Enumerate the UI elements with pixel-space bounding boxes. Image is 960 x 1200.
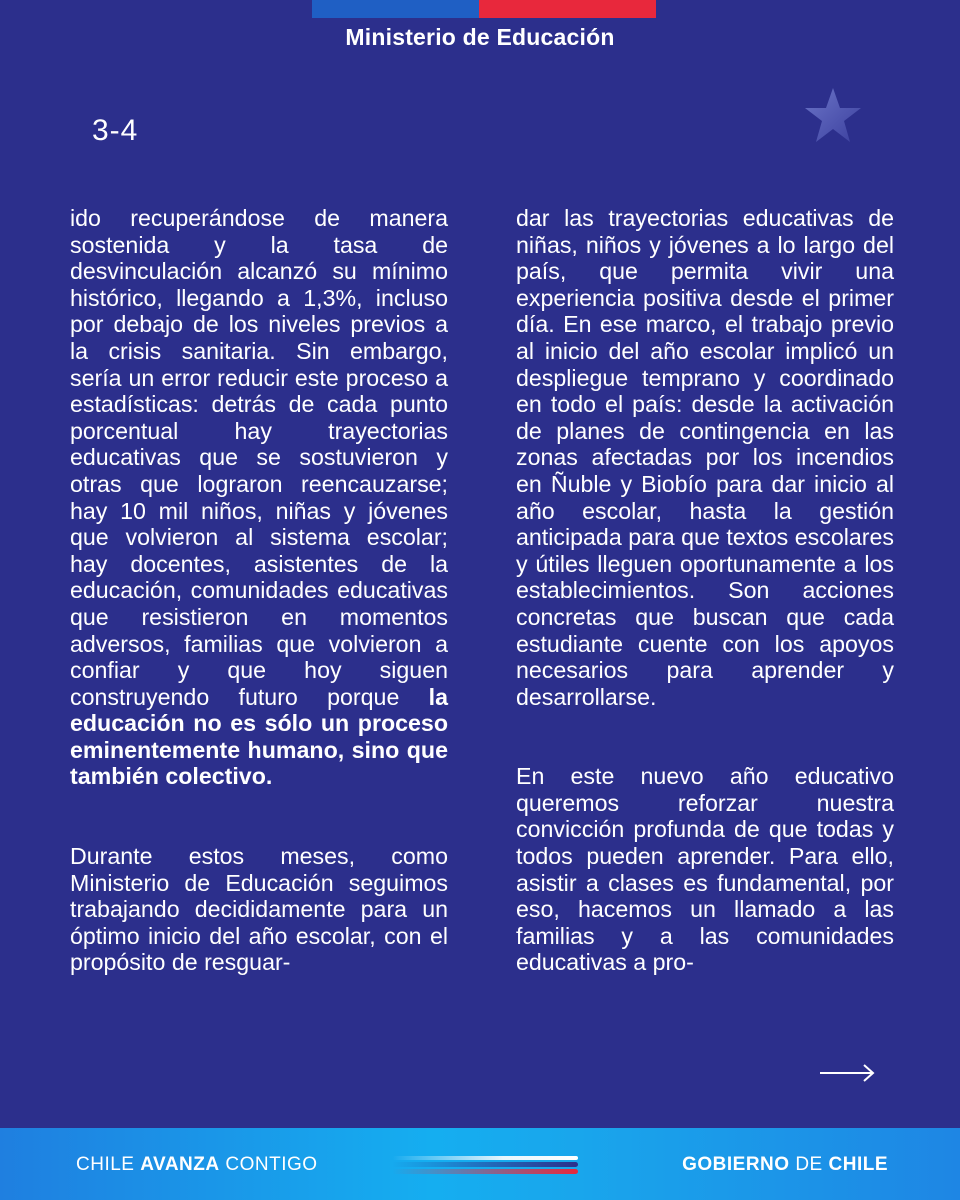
right-paragraph-1: dar las trayectorias educativas de niñas, niños y jóvenes a lo largo del país, que permita vivir una experiencia positiva desde el primer día. En ese marco, el trabajo previo al inicio del año escolar implicó un despliegue temprano y coordinado en todo el país: desde la activación de planes de contingencia en las zonas afectadas por los incendios en Ñuble y Biobío para dar inicio al año escolar, hasta la gestión anticipada para que textos escolares y útiles lleguen oportunamente a los establecimientos. Son acciones concretas que buscan que cada estudiante cuente con los apoyos necesarios para aprender y desarrollarse. — [516, 205, 894, 710]
left-paragraph-1-bold: la educación no es sólo un proceso eminentemente humano, sino que también colectivo. — [70, 683, 448, 790]
star-icon — [803, 86, 863, 146]
left-paragraph-1-text: ido recuperándose de manera sostenida y la tasa de desvinculación alcanzó su mínimo histórico, llegando a 1,3%, incluso por debajo de los niveles previos a la crisis sanitaria. Sin embargo, sería un error reducir este proceso a estadísticas: detrás de cada punto porcentual hay trayectorias educativas que se sostuvieron y otras que lograron reencauzarse; hay 10 mil niños, niñas y jóvenes que volvieron al sistema escolar; hay docentes, asistentes de la educación, comunidades educativas que resistieron en momentos adversos, familias que volvieron a confiar y que hoy siguen construyendo futuro porque — [70, 205, 448, 710]
left-column — [70, 205, 448, 976]
footer-government-part-1: GOBIERNO — [682, 1154, 790, 1175]
ministry-title: Ministerio de Educación — [345, 24, 615, 50]
flag-red-segment — [479, 0, 656, 18]
footer-slogan-part-1: CHILE — [76, 1154, 141, 1175]
footer-government — [682, 1154, 888, 1176]
arrow-right-icon[interactable] — [818, 1062, 876, 1084]
left-paragraph-1 — [70, 205, 448, 790]
footer-bar — [0, 1128, 960, 1200]
right-paragraph-2: En este nuevo año educativo queremos reforzar nuestra convicción profunda de que todas y todos pueden aprender. Para ello, asistir a clases es fundamental, por eso, hacemos un llamado a las familias y a las comunidades educativas a pro- — [516, 763, 894, 976]
flag-blue-segment — [312, 0, 479, 18]
left-paragraph-2: Durante estos meses, como Ministerio de Educación seguimos trabajando decididamente para un óptimo inicio del año escolar, con el propósito de resguar- — [70, 843, 448, 976]
flag-bar — [312, 0, 656, 18]
footer-slogan-part-2: AVANZA — [140, 1154, 220, 1175]
footer-government-part-2: DE — [789, 1154, 829, 1175]
stripes-graphic — [392, 1150, 582, 1178]
footer-government-part-3: CHILE — [828, 1154, 888, 1175]
footer-slogan-part-3: CONTIGO — [219, 1154, 318, 1175]
footer-slogan — [76, 1154, 318, 1176]
page-number: 3-4 — [92, 114, 139, 147]
right-column — [516, 205, 894, 976]
